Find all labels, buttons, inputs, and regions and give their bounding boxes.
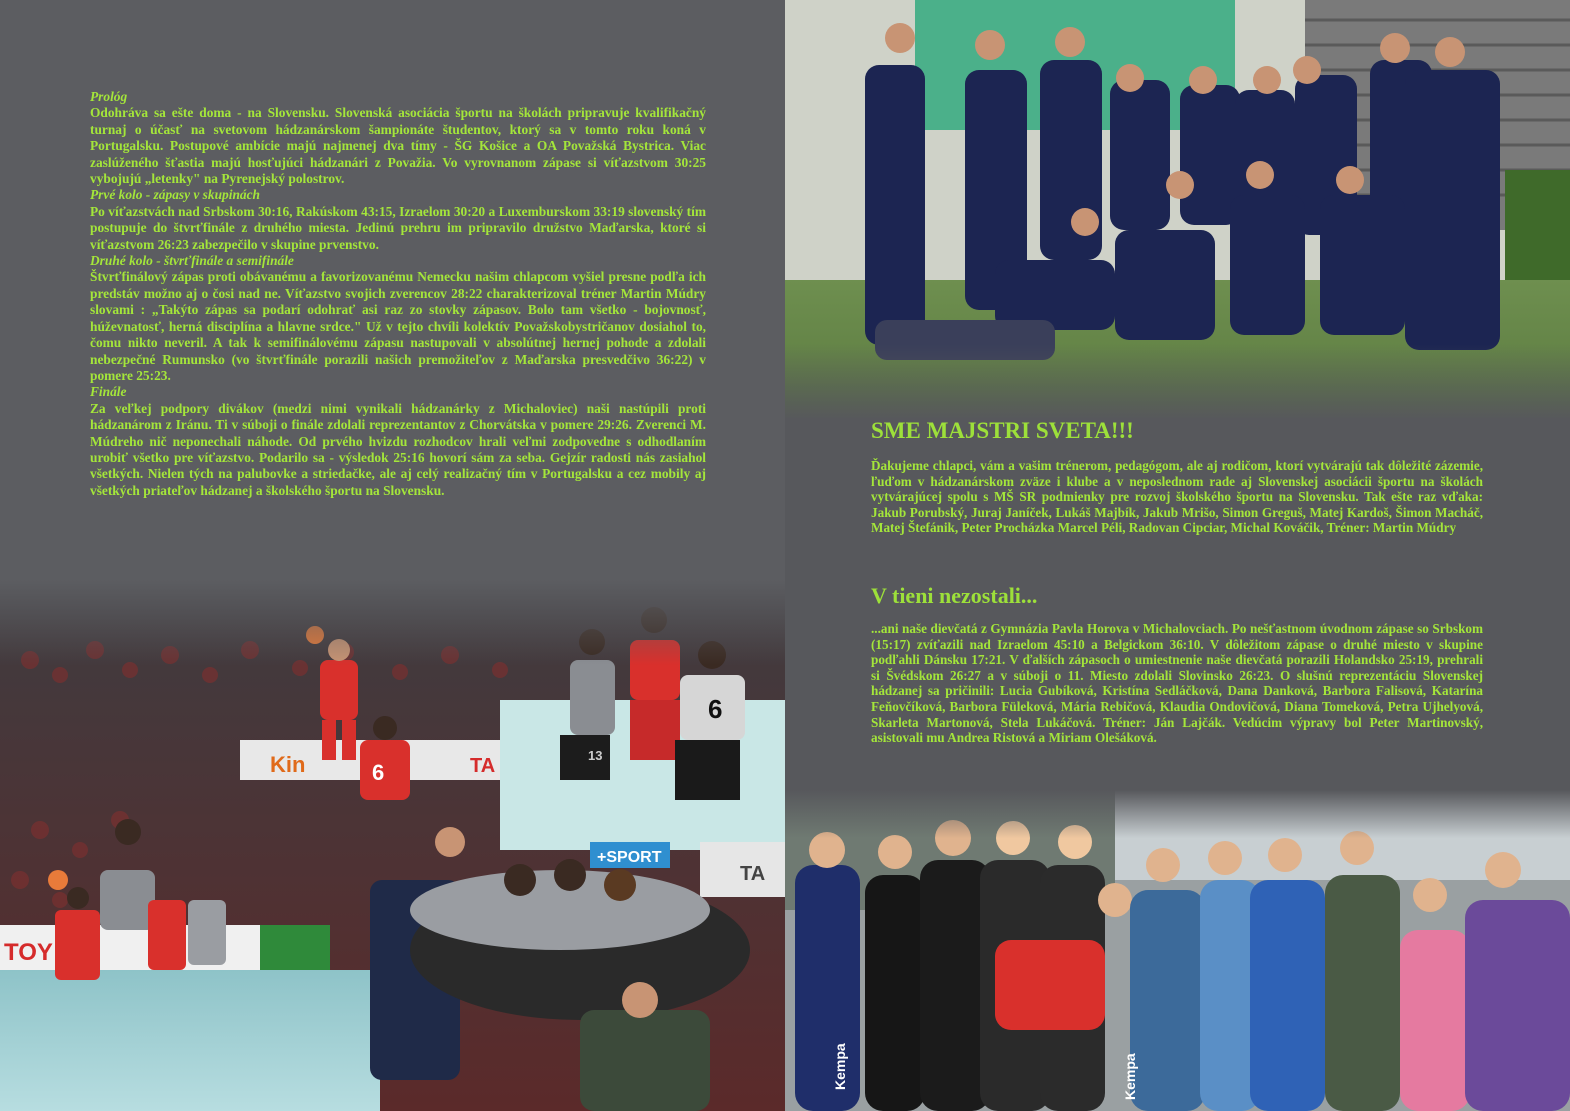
section-heading: Finále xyxy=(90,384,127,400)
section-body: Po víťazstvách nad Srbskom 30:16, Rakúskom 43:15, Izraelom 30:20 a Luxemburskom 33:19 slovenský tím postupuje do štvrťfinále z druhého miesta. Jedinú prehru im pripravilo družstvo Maďarska, ktoré si víťazstvom 26:23 zabezpečilo v skupine prvenstvo. xyxy=(90,203,706,252)
boys-team-drawing xyxy=(785,0,1570,420)
girls-team-drawing xyxy=(785,790,1570,1111)
thanks-paragraph: Ďakujeme chlapci, vám a vašim trénerom, pedagógom, ale aj rodičom, ktorí vytvárajú tak dôležité zázemie, ľuďom v hádzanárskom zväze i klube a v neposlednom rade aj Slovenskej asociácii športu na školách vytvárajúcej spolu s MŠ SR podmienky pre rozvoj školského športu na Slovensku. Tak ešte raz vďaka: Jakub Porubský, Juraj Janíček, Lukáš Majbík, Jakub Mrišo, Simon Greguš, Matej Kardoš, Šimon Macháč, Matej Štefánik, Peter Procházka Marcel Péli, Radovan Cipciar, Michal Kováčik, Tréner: Martin Múdry xyxy=(871,458,1483,536)
section-body: Štvrťfinálový zápas proti obávanému a favorizovanému Nemecku našim chlapcom vyšiel presne podľa ich predstáv možno aj o čosi nad ne. Víťazstvo svojich zverencov 28:22 charakterizoval tréner Martin Múdry slovami : „Takýto zápas sa podarí odohrať asi raz zo stovky zápasov. Bolo tam všetko - bojovnosť, húževnatosť, herná disciplína a hlavne srdce." Už v tejto chvíli kolektív Považskobystričanov dosiahol to, čomu nikto neveril. A tak k semifinálovému zápasu nastupovali v absolútnej hernej pohode a zdolali nebezpečné Rumunsko (vo štvrťfinále porazili našich premožiteľov z Maďarska presvedčivo 36:22) v pomere 25:23. xyxy=(90,269,706,383)
section-body: Odohráva sa ešte doma - na Slovensku. Slovenská asociácia športu na školách pripravuje kvalifikačný turnaj o účasť na svetovom hádzanárskom šampionáte študentov, ktorý sa v tomto roku koná v Portugalsku. Postupové ambície majú najmenej dva tímy - ŠG Košice a OA Považská Bystrica. Viac zaslúženého šťastia majú hosťujúci hádzanári z Považia. Vo vyrovnanom zápase si víťazstvom 30:25 vybojujú „letenky" na Pyrenejský polostrov. xyxy=(90,105,706,187)
champions-title: SME MAJSTRI SVETA!!! xyxy=(871,418,1134,443)
section-quarter-semi xyxy=(90,253,706,384)
section-prolog xyxy=(90,89,706,187)
section-heading: Prológ xyxy=(90,89,128,104)
right-page xyxy=(785,0,1570,1111)
girls-paragraph: ...ani naše dievčatá z Gymnázia Pavla Horova v Michalovciach. Po nešťastnom úvodnom zápase so Srbskom (15:17) zvíťazili nad Izraelom 45:10 a Belgickom 36:10. V dôležitom zápase o druhé miesto v skupine podľahli Dánsku 17:21. V ďalších zápasoch o umiestnenie naše dievčatá porazili Holandsko 25:19, prehrali si Švédskom 26:27 a v súboji o 11. Miesto zdolali Slovinsko 26:23. O slušnú reprezentáciu Slovenskej hádzanej sa pričinili: Lucia Gubíková, Kristína Sedláčková, Dana Danková, Barbora Falisová, Katarína Feňovčíková, Barbora Füleková, Mária Rebičová, Klaudia Ondovičová, Diana Tomeková, Petra Ujhelyová, Skarleta Martonová, Stela Lukáčová. Tréner: Ján Lajčák. Vedúcim výpravy bol Peter Martinovský, asistovali mu Andrea Ristová a Miriam Olešáková. xyxy=(871,621,1483,746)
match-collage-photo xyxy=(0,580,785,1111)
section-heading: Druhé kolo - štvrťfinále a semifinále xyxy=(90,253,294,269)
section-heading: Prvé kolo - zápasy v skupinách xyxy=(90,187,260,203)
section-group-stage xyxy=(90,187,706,253)
boys-team-photo xyxy=(785,0,1570,420)
section-body: Za veľkej podpory divákov (medzi nimi vynikali hádzanárky z Michaloviec) naši nastúpili proti hádzanárom z Iránu. Ti v súboji o finále zdolali reprezentantov z Chorvátska v pomere 29:26. Zverenci M. Múdreho nič neponechali náhode. Od prvého hvizdu rozhodcov hrali veľmi zodpovedne s odhodlaním urobiť všetko pre víťazstvo. Podarilo sa - výsledok 25:16 hovorí sám za seba. Gejzír radosti nás zasiahol všetkých. Nielen tých na palubovke a striedačke, ale aj celý realizačný tím v Portugalsku a cez mobily aj všetkých priateľov hádzanej a školského športu na Slovensku. xyxy=(90,400,706,498)
girls-section-title: V tieni nezostali... xyxy=(871,583,1038,608)
article-text xyxy=(90,89,706,499)
match-collage-drawing xyxy=(0,580,785,1111)
girls-team-photo xyxy=(785,790,1570,1111)
section-final xyxy=(90,384,706,499)
